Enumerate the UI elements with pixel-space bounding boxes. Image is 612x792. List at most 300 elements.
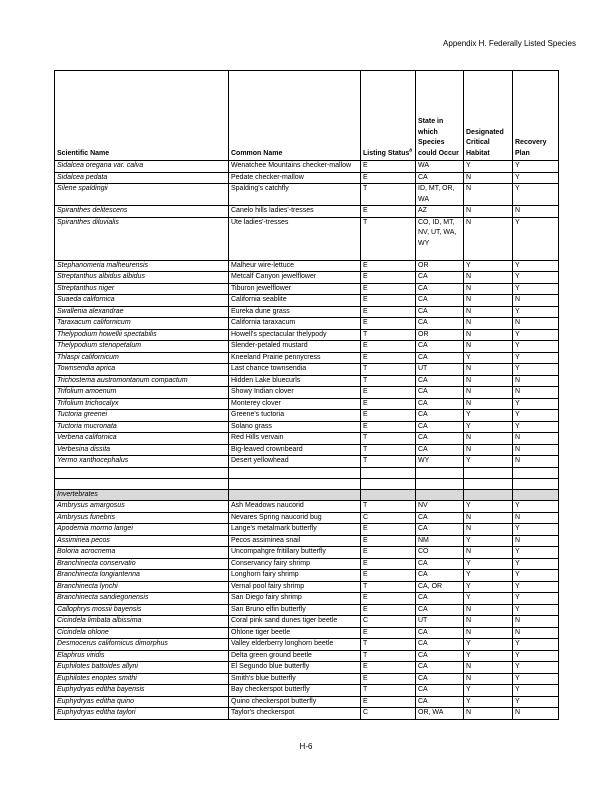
cell-recovery-plan: Y (513, 283, 559, 295)
cell-common-name: Valley elderberry longhorn beetle (229, 639, 361, 651)
cell-states: CA (416, 673, 464, 685)
section-row-invertebrates (55, 489, 559, 501)
cell-listing-status: T (361, 501, 416, 513)
cell-recovery-plan: Y (513, 410, 559, 422)
cell-recovery-plan: Y (513, 260, 559, 272)
table-row (55, 295, 559, 307)
cell-common-name: Canelo hills ladies'-tresses (229, 206, 361, 218)
cell-scientific-name: Callophrys mossii bayensis (55, 604, 229, 616)
table-row (55, 283, 559, 295)
cell-common-name: Uncompahgre fritillary butterfly (229, 547, 361, 559)
cell-listing-status: E (361, 295, 416, 307)
table-row (55, 364, 559, 376)
cell-listing-status: E (361, 421, 416, 433)
cell-states: UT (416, 616, 464, 628)
cell-listing-status: E (361, 352, 416, 364)
cell-critical-habitat: N (464, 673, 513, 685)
cell-recovery-plan: Y (513, 662, 559, 674)
table-row (55, 501, 559, 513)
cell-critical-habitat: Y (464, 410, 513, 422)
cell-listing-status: T (361, 581, 416, 593)
cell-states: CA (416, 283, 464, 295)
cell-common-name: Ute ladies'-tresses (229, 217, 361, 260)
cell-states: CA (416, 398, 464, 410)
cell-listing-status: E (361, 410, 416, 422)
cell-states: WY (416, 456, 464, 468)
blank-row (55, 467, 559, 478)
cell-listing-status: E (361, 341, 416, 353)
cell-scientific-name: Branchinecta longiantenna (55, 570, 229, 582)
cell-states: CA (416, 410, 464, 422)
table-row (55, 558, 559, 570)
cell-listing-status: E (361, 535, 416, 547)
table-row (55, 696, 559, 708)
cell-scientific-name: Euphydryas editha quino (55, 696, 229, 708)
cell-recovery-plan: Y (513, 558, 559, 570)
cell-listing-status: E (361, 318, 416, 330)
cell-common-name: Longhorn fairy shrimp (229, 570, 361, 582)
cell-scientific-name: Euphydryas editha bayensis (55, 685, 229, 697)
table-row (55, 260, 559, 272)
cell-common-name: California seablite (229, 295, 361, 307)
col-header-listing-status (361, 71, 416, 161)
spacer-rows (55, 467, 559, 501)
cell-states: CA (416, 172, 464, 184)
table-row (55, 570, 559, 582)
cell-critical-habitat: Y (464, 161, 513, 173)
cell-recovery-plan: Y (513, 161, 559, 173)
blank-row (55, 478, 559, 489)
table-row (55, 184, 559, 206)
cell-scientific-name: Trichostema austromontanum compactum (55, 375, 229, 387)
cell-states: CA (416, 387, 464, 399)
table-header-row (55, 71, 559, 161)
cell-states: CA (416, 444, 464, 456)
cell-scientific-name: Spiranthes delitescens (55, 206, 229, 218)
cell-critical-habitat: Y (464, 535, 513, 547)
cell-listing-status: E (361, 206, 416, 218)
cell-states: AZ (416, 206, 464, 218)
cell-common-name: Coral pink sand dunes tiger beetle (229, 616, 361, 628)
cell-common-name: Monterey clover (229, 398, 361, 410)
cell-recovery-plan: Y (513, 364, 559, 376)
cell-listing-status: C (361, 512, 416, 524)
cell-listing-status: T (361, 685, 416, 697)
col-header-states: State in which Species could Occur (416, 71, 464, 161)
cell-common-name: Metcalf Canyon jewelflower (229, 272, 361, 284)
cell-common-name: Hidden Lake bluecurls (229, 375, 361, 387)
cell-listing-status: T (361, 364, 416, 376)
cell-states: CA, OR (416, 581, 464, 593)
cell-critical-habitat: N (464, 364, 513, 376)
cell-scientific-name: Trifolium amoenum (55, 387, 229, 399)
invertebrate-rows (55, 501, 559, 720)
cell-listing-status: E (361, 558, 416, 570)
cell-listing-status: T (361, 375, 416, 387)
cell-common-name: Pecos assiminea snail (229, 535, 361, 547)
cell-critical-habitat: Y (464, 581, 513, 593)
cell-critical-habitat: Y (464, 570, 513, 582)
table-row (55, 306, 559, 318)
cell-scientific-name: Trifolium trichocalyx (55, 398, 229, 410)
cell-common-name: Vernal pool fairy shrimp (229, 581, 361, 593)
table-row (55, 272, 559, 284)
cell-scientific-name: Streptanthus albidus albidus (55, 272, 229, 284)
cell-recovery-plan: Y (513, 547, 559, 559)
cell-common-name: Pedate checker-mallow (229, 172, 361, 184)
table-row (55, 217, 559, 260)
cell-recovery-plan: Y (513, 650, 559, 662)
cell-states: OR, WA (416, 708, 464, 720)
cell-states: UT (416, 364, 464, 376)
cell-recovery-plan: N (513, 535, 559, 547)
col-header-common-name: Common Name (229, 71, 361, 161)
cell-listing-status: E (361, 387, 416, 399)
cell-states: CA (416, 295, 464, 307)
cell-critical-habitat: N (464, 604, 513, 616)
cell-listing-status: E (361, 524, 416, 536)
cell-critical-habitat: N (464, 708, 513, 720)
table-row (55, 341, 559, 353)
table-row (55, 708, 559, 720)
cell-scientific-name: Suaeda californica (55, 295, 229, 307)
cell-scientific-name: Yermo xanthocephalus (55, 456, 229, 468)
cell-critical-habitat: Y (464, 593, 513, 605)
cell-critical-habitat: Y (464, 558, 513, 570)
cell-recovery-plan: N (513, 318, 559, 330)
cell-critical-habitat: N (464, 217, 513, 260)
cell-common-name: Kneeland Prairie pennycress (229, 352, 361, 364)
cell-critical-habitat: N (464, 283, 513, 295)
cell-critical-habitat: N (464, 433, 513, 445)
cell-states: ID, MT, OR, WA (416, 184, 464, 206)
cell-common-name: Desert yellowhead (229, 456, 361, 468)
cell-recovery-plan: N (513, 627, 559, 639)
cell-common-name: Howell's spectacular thelypody (229, 329, 361, 341)
table-row (55, 627, 559, 639)
cell-critical-habitat: N (464, 398, 513, 410)
cell-critical-habitat: N (464, 295, 513, 307)
cell-recovery-plan: N (513, 444, 559, 456)
cell-recovery-plan: N (513, 387, 559, 399)
cell-states: CA (416, 341, 464, 353)
cell-critical-habitat: N (464, 662, 513, 674)
cell-recovery-plan: Y (513, 329, 559, 341)
cell-critical-habitat: Y (464, 456, 513, 468)
cell-recovery-plan: N (513, 206, 559, 218)
cell-listing-status: T (361, 650, 416, 662)
cell-critical-habitat: N (464, 184, 513, 206)
cell-states: CA (416, 570, 464, 582)
cell-states: CA (416, 604, 464, 616)
table-row (55, 604, 559, 616)
cell-common-name: Ash Meadows naucorid (229, 501, 361, 513)
listing-status-label: Listing Status (363, 149, 410, 157)
table-row (55, 535, 559, 547)
cell-scientific-name: Assiminea pecos (55, 535, 229, 547)
cell-recovery-plan: Y (513, 570, 559, 582)
table-row (55, 616, 559, 628)
cell-states: CA (416, 318, 464, 330)
cell-states: CA (416, 352, 464, 364)
cell-listing-status: E (361, 272, 416, 284)
cell-states: CA (416, 375, 464, 387)
cell-critical-habitat: N (464, 444, 513, 456)
cell-listing-status: C (361, 708, 416, 720)
cell-recovery-plan: Y (513, 352, 559, 364)
table-row (55, 329, 559, 341)
cell-common-name: Red Hills vervain (229, 433, 361, 445)
cell-scientific-name: Streptanthus niger (55, 283, 229, 295)
cell-common-name: Eureka dune grass (229, 306, 361, 318)
footnote-marker: a (409, 147, 413, 154)
cell-listing-status: T (361, 639, 416, 651)
cell-listing-status: E (361, 260, 416, 272)
cell-scientific-name: Townsendia aprica (55, 364, 229, 376)
cell-recovery-plan: Y (513, 581, 559, 593)
cell-critical-habitat: N (464, 272, 513, 284)
cell-listing-status: T (361, 433, 416, 445)
cell-states: CO, ID, MT, NV, UT, WA, WY (416, 217, 464, 260)
cell-scientific-name: Stephanomeria malheurensis (55, 260, 229, 272)
cell-recovery-plan: N (513, 708, 559, 720)
federally-listed-species-table (54, 70, 559, 720)
cell-common-name: Malheur wire-lettuce (229, 260, 361, 272)
cell-states: CA (416, 685, 464, 697)
cell-critical-habitat: N (464, 387, 513, 399)
cell-listing-status: T (361, 184, 416, 206)
cell-scientific-name: Euphilotes battoides allyni (55, 662, 229, 674)
cell-scientific-name: Branchinecta lynchi (55, 581, 229, 593)
cell-common-name: Showy Indian clover (229, 387, 361, 399)
cell-recovery-plan: Y (513, 272, 559, 284)
cell-recovery-plan: Y (513, 398, 559, 410)
cell-scientific-name: Apodemia mormo langei (55, 524, 229, 536)
cell-common-name: Ohlone tiger beetle (229, 627, 361, 639)
table-row (55, 444, 559, 456)
cell-scientific-name: Thelypodium howellii spectabilis (55, 329, 229, 341)
cell-critical-habitat: N (464, 306, 513, 318)
cell-critical-habitat: N (464, 341, 513, 353)
table-row (55, 639, 559, 651)
table-row (55, 662, 559, 674)
cell-listing-status: E (361, 398, 416, 410)
cell-states: CA (416, 272, 464, 284)
cell-scientific-name: Ambrysus amargosus (55, 501, 229, 513)
cell-scientific-name: Desmocerus californicus dimorphus (55, 639, 229, 651)
cell-scientific-name: Verbesina dissita (55, 444, 229, 456)
cell-scientific-name: Thlaspi californicum (55, 352, 229, 364)
cell-recovery-plan: Y (513, 341, 559, 353)
cell-recovery-plan: Y (513, 184, 559, 206)
cell-critical-habitat: Y (464, 421, 513, 433)
table-row (55, 172, 559, 184)
cell-common-name: Quino checkerspot butterfly (229, 696, 361, 708)
cell-common-name: Big-leaved crownbeard (229, 444, 361, 456)
table-row (55, 161, 559, 173)
cell-common-name: San Diego fairy shrimp (229, 593, 361, 605)
cell-scientific-name: Cicindela limbata albissima (55, 616, 229, 628)
cell-states: NV (416, 501, 464, 513)
cell-states: CA (416, 639, 464, 651)
cell-states: CA (416, 627, 464, 639)
cell-scientific-name: Verbena californica (55, 433, 229, 445)
cell-critical-habitat: Y (464, 501, 513, 513)
cell-recovery-plan: N (513, 375, 559, 387)
table-row (55, 456, 559, 468)
cell-recovery-plan: Y (513, 639, 559, 651)
plant-rows (55, 161, 559, 468)
table-row (55, 318, 559, 330)
cell-recovery-plan: N (513, 616, 559, 628)
cell-states: CA (416, 650, 464, 662)
cell-scientific-name: Elaphrus viridis (55, 650, 229, 662)
cell-common-name: Conservancy fairy shrimp (229, 558, 361, 570)
cell-common-name: Smith's blue butterfly (229, 673, 361, 685)
cell-scientific-name: Boloria acrocnema (55, 547, 229, 559)
cell-listing-status: E (361, 673, 416, 685)
cell-scientific-name: Swallenia alexandrae (55, 306, 229, 318)
cell-critical-habitat: N (464, 616, 513, 628)
cell-states: CA (416, 512, 464, 524)
cell-critical-habitat: N (464, 627, 513, 639)
table-row (55, 387, 559, 399)
cell-scientific-name: Branchinecta sandiegonensis (55, 593, 229, 605)
cell-recovery-plan: N (513, 512, 559, 524)
cell-scientific-name: Silene spaldingii (55, 184, 229, 206)
cell-states: CA (416, 558, 464, 570)
cell-critical-habitat: N (464, 524, 513, 536)
cell-listing-status: T (361, 444, 416, 456)
cell-recovery-plan: Y (513, 685, 559, 697)
cell-listing-status: T (361, 456, 416, 468)
cell-critical-habitat: Y (464, 696, 513, 708)
col-header-recovery-plan: Recovery Plan (513, 71, 559, 161)
cell-recovery-plan: Y (513, 501, 559, 513)
running-header: Appendix H. Federally Listed Species (443, 39, 576, 48)
cell-listing-status: E (361, 570, 416, 582)
cell-critical-habitat: Y (464, 260, 513, 272)
cell-states: OR (416, 329, 464, 341)
cell-critical-habitat: N (464, 206, 513, 218)
cell-recovery-plan: N (513, 295, 559, 307)
cell-common-name: El Segundo blue butterfly (229, 662, 361, 674)
cell-common-name: Bay checkerspot butterfly (229, 685, 361, 697)
cell-critical-habitat: N (464, 172, 513, 184)
cell-scientific-name: Sidalcea oregana var. calva (55, 161, 229, 173)
table-row (55, 593, 559, 605)
cell-listing-status: E (361, 627, 416, 639)
col-header-critical-habitat: Designated Critical Habitat (464, 71, 513, 161)
cell-common-name: Wenatchee Mountains checker-mallow (229, 161, 361, 173)
cell-states: CA (416, 421, 464, 433)
cell-listing-status: E (361, 172, 416, 184)
cell-listing-status: E (361, 604, 416, 616)
cell-states: CA (416, 593, 464, 605)
cell-critical-habitat: Y (464, 685, 513, 697)
cell-critical-habitat: Y (464, 650, 513, 662)
cell-common-name: California taraxacum (229, 318, 361, 330)
table-row (55, 375, 559, 387)
cell-scientific-name: Branchinecta conservatio (55, 558, 229, 570)
cell-scientific-name: Euphydryas editha taylori (55, 708, 229, 720)
cell-scientific-name: Cicindela ohlone (55, 627, 229, 639)
cell-common-name: San Bruno elfin butterfly (229, 604, 361, 616)
cell-critical-habitat: N (464, 329, 513, 341)
cell-scientific-name: Euphilotes enoptes smithi (55, 673, 229, 685)
cell-recovery-plan: Y (513, 593, 559, 605)
cell-scientific-name: Spiranthes diluvialis (55, 217, 229, 260)
cell-critical-habitat: N (464, 318, 513, 330)
table-row (55, 352, 559, 364)
cell-scientific-name: Ambrysus funebris (55, 512, 229, 524)
cell-common-name: Solano grass (229, 421, 361, 433)
cell-critical-habitat: N (464, 547, 513, 559)
cell-states: CA (416, 524, 464, 536)
cell-common-name: Slender-petaled mustard (229, 341, 361, 353)
cell-listing-status: E (361, 593, 416, 605)
table-row (55, 421, 559, 433)
cell-critical-habitat: N (464, 512, 513, 524)
cell-recovery-plan: Y (513, 421, 559, 433)
table-row (55, 512, 559, 524)
cell-critical-habitat: Y (464, 639, 513, 651)
cell-states: OR (416, 260, 464, 272)
cell-common-name: Delta green ground beetle (229, 650, 361, 662)
cell-scientific-name: Taraxacum californicum (55, 318, 229, 330)
table-row (55, 673, 559, 685)
cell-common-name: Greene's tuctoria (229, 410, 361, 422)
cell-scientific-name: Tuctoria mucronata (55, 421, 229, 433)
cell-recovery-plan: Y (513, 172, 559, 184)
page-number: H-6 (299, 742, 313, 751)
table-row (55, 410, 559, 422)
cell-critical-habitat: Y (464, 352, 513, 364)
cell-common-name: Lange's metalmark butterfly (229, 524, 361, 536)
cell-states: CA (416, 306, 464, 318)
cell-scientific-name: Tuctoria greenei (55, 410, 229, 422)
table-row (55, 581, 559, 593)
cell-listing-status: E (361, 547, 416, 559)
cell-states: CA (416, 696, 464, 708)
cell-states: WA (416, 161, 464, 173)
cell-listing-status: C (361, 616, 416, 628)
cell-listing-status: E (361, 161, 416, 173)
cell-common-name: Last chance townsendia (229, 364, 361, 376)
cell-listing-status: E (361, 696, 416, 708)
table-row (55, 206, 559, 218)
cell-recovery-plan: N (513, 456, 559, 468)
cell-common-name: Tiburon jewelflower (229, 283, 361, 295)
cell-listing-status: E (361, 662, 416, 674)
cell-states: NM (416, 535, 464, 547)
cell-states: CO (416, 547, 464, 559)
cell-listing-status: T (361, 329, 416, 341)
cell-common-name: Nevares Spring naucorid bug (229, 512, 361, 524)
table-row (55, 685, 559, 697)
cell-common-name: Taylor's checkerspot (229, 708, 361, 720)
table-row (55, 650, 559, 662)
cell-states: CA (416, 662, 464, 674)
cell-common-name: Spalding's catchfly (229, 184, 361, 206)
cell-critical-habitat: N (464, 375, 513, 387)
table-row (55, 524, 559, 536)
table-row (55, 398, 559, 410)
cell-listing-status: E (361, 306, 416, 318)
cell-states: CA (416, 433, 464, 445)
cell-listing-status: E (361, 283, 416, 295)
section-label: Invertebrates (55, 489, 229, 501)
